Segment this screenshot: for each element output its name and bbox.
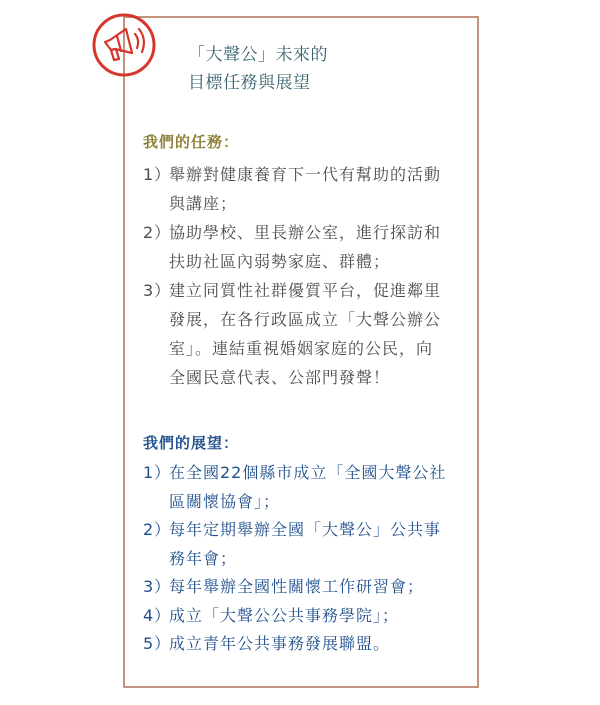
list-item [143, 160, 473, 218]
list-item-text: 建立同質性社群優質平台，促進鄰里 [169, 281, 442, 300]
list-item-text: 每年舉辦全國性關懷工作研習會； [169, 577, 425, 596]
list-item-text: 與講座； [169, 194, 238, 213]
list-item-text: 協助學校、里長辦公室，進行探訪和 [169, 223, 442, 242]
list-item-number: 3） [143, 577, 172, 596]
list-item-number: 4） [143, 605, 172, 625]
list-item [143, 276, 473, 392]
list-item-text: 成立青年公共事務發展聯盟。 [169, 634, 391, 653]
heading-line-1: 「大聲公」未來的 [188, 45, 328, 65]
list-item-text: 扶助社區內弱勢家庭、群體； [169, 252, 391, 271]
list-item-number: 2） [143, 520, 172, 539]
list-item-text: 全國民意代表、公部門發聲！ [169, 368, 391, 387]
list-item-number: 1） [143, 165, 172, 184]
list-item-text: 成立「大聲公公共事務學院」； [169, 605, 400, 625]
list-item-text: 室」。連結重視婚姻家庭的公民，向 [169, 339, 434, 358]
list-item-text: 區關懷協會」； [169, 491, 281, 511]
list-item-number: 2） [143, 223, 172, 242]
list-item-number: 1） [143, 463, 172, 482]
list-item-text: 舉辦對健康養育下一代有幫助的活動 [169, 165, 442, 184]
megaphone-icon [91, 12, 157, 78]
list-item-text: 務年會； [169, 548, 238, 568]
list-item [143, 630, 473, 659]
visions-list [143, 459, 473, 659]
list-item-text: 在全國22個縣市成立「全國大聲公社 [169, 463, 447, 482]
list-item [143, 218, 473, 276]
page-heading [188, 41, 328, 97]
missions-list [143, 160, 473, 392]
list-item-text: 每年定期舉辦全國「大聲公」公共事 [169, 520, 442, 539]
list-item-text: 發展，在各行政區成立「大聲公辦公 [169, 310, 442, 329]
list-item [143, 516, 473, 573]
list-item [143, 602, 473, 631]
list-item [143, 573, 473, 602]
list-item-number: 5） [143, 634, 172, 653]
missions-title: 我們的任務： [143, 133, 240, 151]
heading-line-2: 目標任務與展望 [188, 73, 311, 93]
list-item [143, 459, 473, 516]
list-item-number: 3） [143, 281, 172, 300]
visions-title: 我們的展望： [143, 434, 240, 452]
